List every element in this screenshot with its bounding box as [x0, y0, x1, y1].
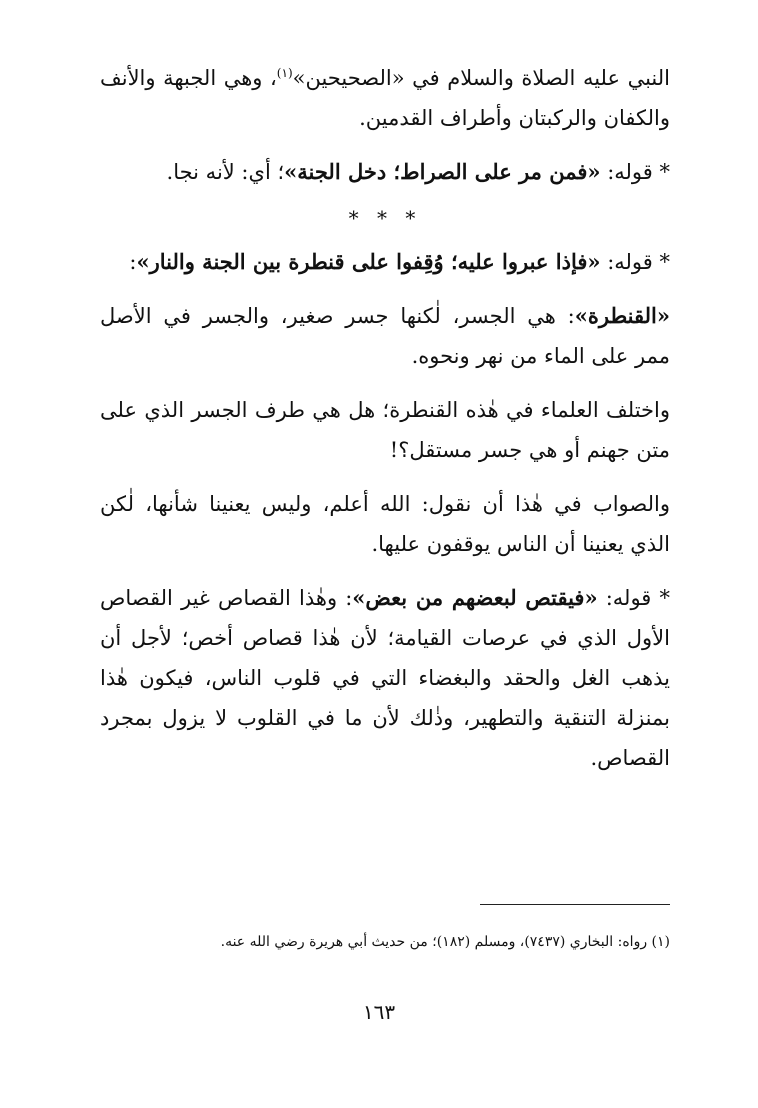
- paragraph-5: واختلف العلماء في هٰذه القنطرة؛ هل هي طرف الجسر الذي على متن جهنم أو هي جسر مستقل؟!: [100, 398, 670, 462]
- paragraph-1: [100, 58, 670, 138]
- footnote: (١) رواه: البخاري (٧٤٣٧)، ومسلم (١٨٢)؛ من حديث أبي هريرة رضي الله عنه.: [220, 934, 670, 950]
- paragraph-1-text-b: ، وهي الجبهة والأنف والكفان والركبتان وأطراف القدمين.: [100, 66, 670, 130]
- footnote-divider: [480, 904, 670, 905]
- paragraph-2-prefix: * قوله:: [600, 160, 670, 184]
- paragraph-7-text: : وهٰذا القصاص غير القصاص الأول الذي في عرصات القيامة؛ لأن هٰذا قصاص أخص؛ لأجل أن يذهب الغل والحقد والبغضاء التي في قلوب الناس، فيكون هٰذا بمنزلة التنقية والتطهير، وذٰلك لأن ما في القلوب لا يزول بمجرد القصاص.: [100, 586, 670, 770]
- paragraph-2-quote: «فمن مر على الصراط؛ دخل الجنة»: [284, 159, 601, 184]
- paragraph-3: [100, 242, 670, 282]
- paragraph-3-quote: «فإذا عبروا عليه؛ وُقِفوا على قنطرة بين الجنة والنار»: [136, 249, 601, 274]
- page-body: [100, 58, 670, 792]
- paragraph-3-prefix: * قوله:: [600, 250, 670, 274]
- footnote-reference[interactable]: (١): [276, 66, 293, 80]
- paragraph-1-text-a: النبي عليه الصلاة والسلام في «الصحيحين»: [292, 66, 671, 90]
- paragraph-6: والصواب في هٰذا أن نقول: الله أعلم، وليس يعنينا شأنها، لٰكن الذي يعنينا أن الناس يوقفون عليها.: [100, 492, 670, 556]
- paragraph-2-text: ؛ أي: لأنه نجا.: [166, 160, 285, 184]
- paragraph-4-term: «القنطرة»: [574, 303, 670, 328]
- paragraph-7: [100, 578, 670, 778]
- paragraph-4-text: : هي الجسر، لٰكنها جسر صغير، والجسر في الأصل ممر على الماء من نهر ونحوه.: [100, 304, 670, 368]
- paragraph-3-text: :: [129, 250, 137, 274]
- paragraph-7-quote: «فيقتص لبعضهم من بعض»: [352, 585, 598, 610]
- paragraph-4: [100, 296, 670, 376]
- paragraph-2: [100, 152, 670, 192]
- section-separator: * * *: [348, 206, 422, 230]
- page-number: ١٦٣: [362, 1000, 396, 1024]
- paragraph-7-prefix: * قوله:: [597, 586, 670, 610]
